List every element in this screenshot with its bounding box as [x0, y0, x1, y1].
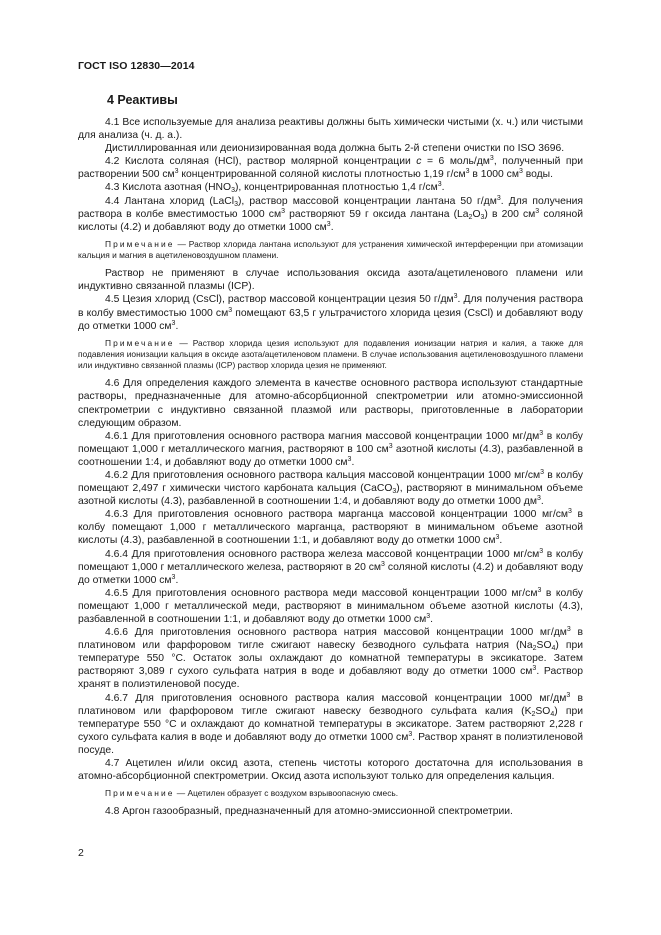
paragraph-4-6-5: 4.6.5 Для приготовления основного раствора меди массовой концентрации 1000 $мг/см^3$ в колбу помещают 1,000 г металлической меди, растворяют в минимальном объеме азотной кислоты (4.3), разбавленной в соотношении 1:1, и добавляют воду до отметки 1000 $см^3$.: [78, 586, 583, 626]
paragraph-4-6-4: 4.6.4 Для приготовления основного раствора железа массовой концентрации 1000 $мг/см^3$ в колбу помещают 1,000 г металлического железа, растворяют в 20 $см^3$ соляной кислоты (4.2) и добавляют воду до отметки 1000 $см^3$.: [78, 547, 583, 586]
paragraph-4-8: 4.8 Аргон газообразный, предназначенный для атомно-эмиссионной спектрометрии.: [105, 806, 513, 818]
paragraph-4-4: 4.4 Лантана хлорид (LaCl$_3$), раствор массовой концентрации лантана 50 $г/дм^3$. Для получения раствора в колбе вместимостью 1000 $см^3$ растворяют 59 г оксида лантана $(La_2O_3)$ в 200 $см^3$ соляной кислоты (4.2) и добавляют воду до отметки 1000 $см^3$.: [78, 194, 584, 233]
paragraph-4-6-3: 4.6.3 Для приготовления основного раствора марганца массовой концентрации 1000 $мг/см^3$ в колбу помещают 1,000 г металлического марганца, растворяют в минимальном объеме азотной кислоты (4.3), разбавленной в соотношении 1:1, и добавляют воду до отметки 1000 $см^3$.: [78, 508, 583, 547]
note-cesium: Примечание — Раствор хлорида цезия используют для подавления ионизации натрия и калия, а также для подавления ионизации кальция в оксиде азота/ацетиленовом пламени. В случае использования ацетиленовоздушного пламени или индуктивно связанной плазмы (ICP) раствор хлорида цезия не применяют.: [78, 337, 583, 371]
paragraph-4-6-6: 4.6.6 Для приготовления основного раствора натрия массовой концентрации 1000 $мг/дм^3$ в платиновом или фарфоровом тигле сжигают навеску безводного сульфата натрия $(Na_2SO_4)$ при температуре 550 °С. Остаток золы охлаждают до комнатной температуры в эксикаторе. Затем растворяют 3,089 г сухого сульфата натрия в воде и добавляют воду до отметки 1000 $см^3$. Раствор хранят в полиэтиленовой посуде.: [78, 626, 583, 691]
paragraph-4-5: 4.5 Цезия хлорид (CsCl), раствор массовой концентрации цезия 50 $г/дм^3$. Для получения раствора в колбу вместимостью 1000 $см^3$ помещают 63,5 г ультрачистого хлорида цезия (CsCl) и добавляют воду до отметки 1000 $см^3$.: [78, 293, 583, 332]
paragraph-4-1: 4.1 Все используемые для анализа реактивы должны быть химически чистыми (х. ч.) или чистыми для анализа (ч. д. а.).: [78, 117, 583, 142]
section-title: 4 Реактивы: [107, 93, 178, 107]
paragraph-4-7: 4.7 Ацетилен и/или оксид азота, степень чистоты которого достаточна для использования в атомно-абсорбционной спектрометрии. Оксид азота используют только для определения кальция.: [78, 758, 583, 783]
paragraph-water: Дистиллированная или деионизированная вода должна быть 2-й степени очистки по ISO 3696.: [105, 143, 565, 155]
paragraph-4-2: 4.2 Кислота соляная (HCl), раствор молярной концентрации с = 6 моль/$дм^3$, полученный при растворении 500 $см^3$ концентрированной соляной кислоты плотностью 1,19 $г/см^3$ в 1000 $см^3$ воды.: [78, 155, 583, 181]
document-header: ГОСТ ISO 12830—2014: [78, 60, 195, 72]
paragraph-4-6-7: 4.6.7 Для приготовления основного раствора калия массовой концентрации 1000 $мг/дм^3$ в платиновом или фарфоровом тигле сжигают навеску безводного сульфата калия $(K_2SO_4)$ при температуре 550 °С и охлаждают до комнатной температуры в эксикаторе. Затем растворяют 2,228 г сухого сульфата калия в воде и добавляют воду до отметки 1000 $см^3$. Раствор хранят в полиэтиленовой посуде.: [78, 691, 583, 756]
paragraph-4-6: 4.6 Для определения каждого элемента в качестве основного раствора используют стандартные растворы, предназначенные для атомно-абсорбционной спектрометрии или атомно-эмиссионной спектрометрии с индуктивно связанной плазмой или растворы, приготовленные в лаборатории следующим образом.: [78, 378, 583, 429]
paragraph-no-use: Раствор не применяют в случае использования оксида азота/ацетиленового пламени или индуктивно связанной плазмы (ICP).: [78, 268, 583, 293]
paragraph-4-6-2: 4.6.2 Для приготовления основного раствора кальция массовой концентрации 1000 $мг/см^3$ в колбу помещают 2,497 г химически чистого карбоната кальция (CaCO$_3$), растворяют в минимальном объеме азотной кислоты (4.3), разбавленной в соотношении 1:4, и добавляют воду до отметки 1000 $дм^3$.: [78, 468, 583, 508]
paragraph-4-3: 4.3 Кислота азотная $(HNO_3)$, концентрированная плотностью 1,4 $г/см^3$.: [105, 181, 445, 195]
page-number: 2: [78, 847, 84, 859]
document-body: [78, 116, 583, 819]
note-acetylene: Примечание — Ацетилен образует с воздухом взрывоопасную смесь.: [105, 788, 399, 799]
paragraph-4-6-1: 4.6.1 Для приготовления основного раствора магния массовой концентрации 1000 $мг/дм^3$ в колбу помещают 1,000 г металлического магния, растворяют в 100 $см^3$ азотной кислоты (4.3), разбавленной в соотношении 1:4, и добавляют воду до отметки 1000 $см^3$.: [78, 429, 583, 468]
note-lanthanum: Примечание — Раствор хлорида лантана используют для устранения химической интерференции при атомизации кальция и магния в ацетиленовоздушном пламени.: [78, 238, 583, 261]
